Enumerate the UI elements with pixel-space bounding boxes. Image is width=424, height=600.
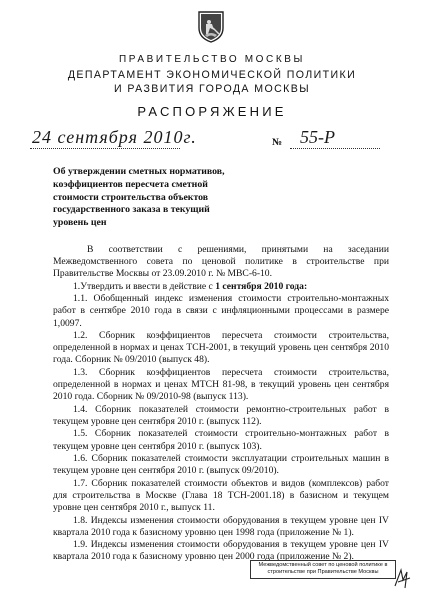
- department-title-line2: И РАЗВИТИЯ ГОРОДА МОСКВЫ: [114, 83, 310, 95]
- government-title: ПРАВИТЕЛЬСТВО МОСКВЫ: [119, 54, 305, 65]
- order-subject: Об утверждении сметных нормативов, коэффициентов пересчета сметной стоимости строительства объектов государственного заказа в текущий уровень цен: [53, 166, 225, 229]
- item-1-paragraph: [53, 281, 389, 293]
- item-1-text: 1.Утвердить и ввести в действие с: [73, 280, 216, 292]
- signature-mark: [392, 566, 414, 592]
- item-1-date: 1 сентября 2010 года:: [215, 280, 308, 292]
- item-1-4: 1.4. Сборник показателей стоимости ремонтно-строительных работ в текущем уровне цен сентября 2010 г. (выпуск 112).: [53, 403, 389, 427]
- item-1-2: 1.2. Сборник коэффициентов пересчета стоимости строительства, определенной в нормах и ценах ТСН-2001, в текущий уровень цен сентября 2010 года. Сборник № 09/2010 (выпуск 48).: [53, 330, 389, 366]
- handwritten-date: 24 сентября 2010г.: [32, 127, 197, 147]
- number-underline: [290, 148, 380, 149]
- item-1-6: 1.6. Сборник показателей стоимости эксплуатации строительных машин в текущем уровне цен сентября 2010 г. (выпуск 09/2010).: [53, 453, 389, 477]
- moscow-coat-of-arms-icon: [196, 10, 226, 44]
- item-1-5: 1.5. Сборник показателей стоимости строительно-монтажных работ в текущем уровне цен сентября 2010 г. (выпуск 103).: [53, 428, 389, 452]
- item-1-7: 1.7. Сборник показателей стоимости объектов и видов (комплексов) работ для строительства в Москве (Глава 18 ТСН-2001.18) в базисном и текущем уровне цен сентября 2010 г., выпуск 11.: [53, 477, 389, 513]
- document-type-title: РАСПОРЯЖЕНИЕ: [137, 104, 287, 119]
- item-1-9: 1.9. Индексы изменения стоимости оборудования в текущем уровне цен IV квартала 2010 года к базисному уровню цен 2000 года (приложение № 2).: [53, 539, 389, 563]
- order-body: [53, 244, 389, 563]
- council-stamp: Межведомственный совет по ценовой политике в строительстве при Правительстве Москвы: [250, 560, 396, 579]
- item-1-3: 1.3. Сборник коэффициентов пересчета стоимости строительства, определенной в нормах и ценах МТСН 81-98, в текущий уровень цен сентября 2010 года. Сборник № 09/2010-98 (выпуск 113).: [53, 366, 389, 403]
- preamble-paragraph: В соответствии с решениями, принятыми на заседании Межведомственного совета по ценовой политике в строительстве при Правительстве Москвы от 23.09.2010 г. № МВС-6-10.: [53, 244, 389, 280]
- handwritten-order-number: 55-Р: [300, 127, 335, 147]
- date-underline: [30, 148, 180, 149]
- item-1-8: 1.8. Индексы изменения стоимости оборудования в текущем уровне цен IV квартала 2010 года к базисному уровню цен 1998 года (приложение № 1).: [53, 514, 389, 538]
- item-1-1: 1.1. Обобщенный индекс изменения стоимости строительно-монтажных работ в сентябре 2010 года в связи с инфляционными процессами в размере 1,0097.: [53, 293, 389, 329]
- number-sign: №: [272, 137, 283, 148]
- department-title-line1: ДЕПАРТАМЕНТ ЭКОНОМИЧЕСКОЙ ПОЛИТИКИ: [67, 69, 357, 81]
